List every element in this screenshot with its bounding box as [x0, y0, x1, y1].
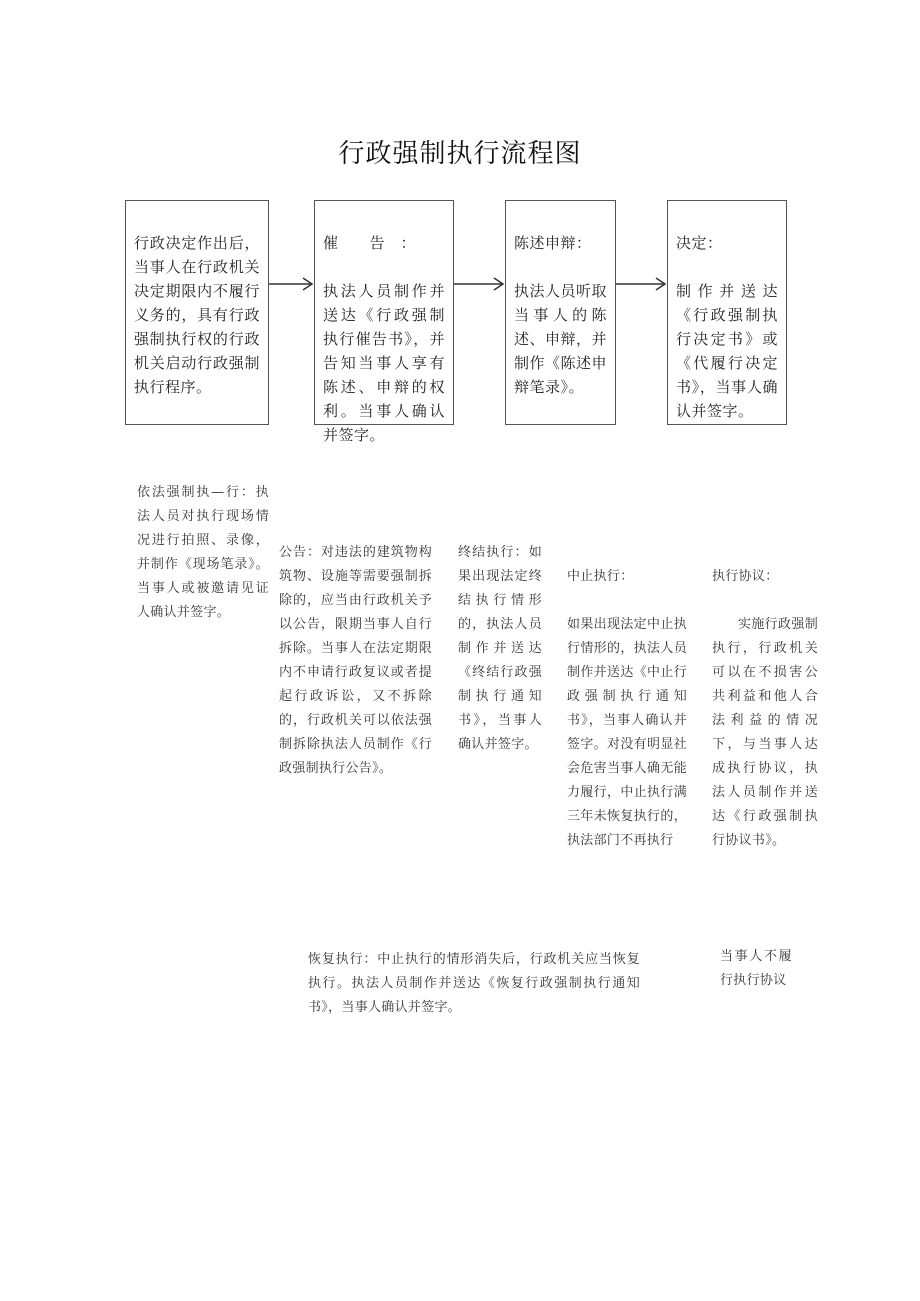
step-text: 执法人员听取当事人的陈述、申辩，并制作《陈述申辩笔录》。 [514, 282, 608, 396]
step-box-start [125, 200, 269, 425]
note-announcement: 公告：对违法的建筑物构筑物、设施等需要强制拆除的，应当由行政机关予以公告，限期当事人自行拆除。当事人在法定期限内不申请行政复议或者提起行政诉讼，又不拆除的，行政机关可以依法强制拆除执法人员制作《行政强制执行公告》。 [279, 545, 432, 776]
note-enforcement: 依法强制执—行：执法人员对执行现场情况进行拍照、录像，并制作《现场笔录》。当事人或被邀请见证人确认并签字。 [137, 485, 269, 620]
arrow-right-icon [616, 274, 668, 294]
note-suspension [567, 541, 687, 877]
step-label: 催 告 ： [323, 234, 417, 252]
arrow-right-icon [269, 274, 315, 294]
note-termination: 终结执行：如果出现法定终结执行情形的，执法人员制作并送达《终结行政强制执行通知书》，当事人确认并签字。 [458, 545, 542, 752]
step-text: 行政决定作出后，当事人在行政机关决定期限内不履行义务的，具有行政强制执行权的行政机关启动行政强制执行程序。 [134, 234, 260, 396]
step-box-decision [667, 200, 787, 425]
step-text: 制作并送达《行政强制执行决定书》或《代履行决定书》，当事人确认并签字。 [676, 282, 778, 420]
note-agreement [712, 541, 818, 877]
step-label: 陈述申辩： [514, 234, 592, 252]
note-text: 如果出现法定中止执行情形的，执法人员制作并送达《中止行政强制执行通知书》，当事人确认并签字。对没有明显社会危害当事人确无能力履行，中止执行满三年未恢复执行的，执法部门不再执行 [567, 617, 687, 848]
step-box-statement [505, 200, 616, 425]
arrow-right-icon [454, 274, 506, 294]
note-text: 实施行政强制执行，行政机关可以在不损害公共利益和他人合法利益的情况下，与当事人达成执行协议，执法人员制作并送达《行政强制执行协议书》。 [712, 617, 818, 848]
note-breach: 当事人不履行执行协议 [720, 949, 792, 988]
step-label: 决定： [676, 234, 723, 252]
note-resume: 恢复执行：中止执行的情形消失后，行政机关应当恢复执行。执法人员制作并送达《恢复行政强制执行通知书》，当事人确认并签字。 [308, 952, 640, 1015]
step-box-reminder [314, 200, 454, 444]
page-title: 行政强制执行流程图 [338, 139, 582, 169]
note-label: 中止执行： [567, 569, 634, 584]
step-text: 执法人员制作并送达《行政强制执行催告书》，并告知当事人享有陈述、申辩的权利。当事人确认并签字。 [323, 282, 445, 444]
note-label: 执行协议： [712, 569, 779, 584]
